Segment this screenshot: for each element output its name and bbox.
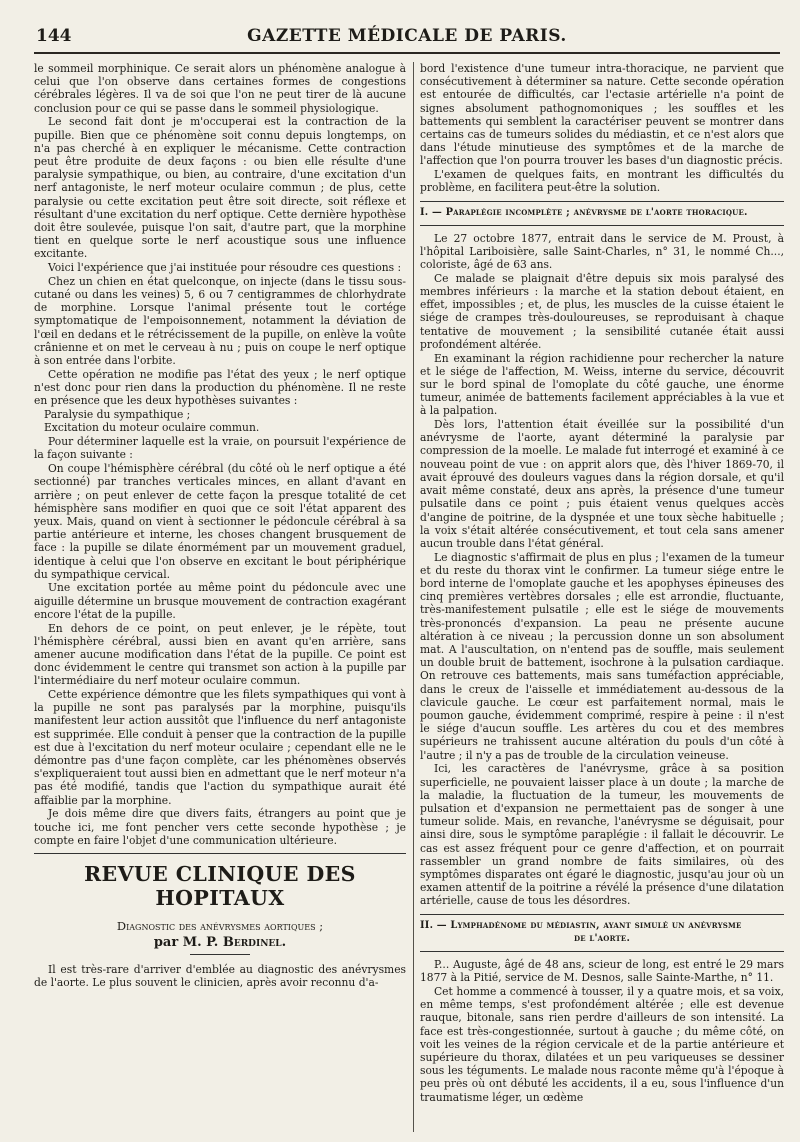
column-rule [413,62,414,1132]
paragraph: le sommeil morphinique. Ce serait alors un phénomène analogue à celui que l'on observe dans certaines formes de congestions cérébrales légères. Il va de soi que l'on ne peut tirer de là aucune conclusion pour ce qui se passe dans le sommeil physiologique. [34,62,406,115]
section-title: REVUE CLINIQUE DES HOPITAUX [84,861,356,910]
case-heading: I. — Paraplégie incomplète ; anévrysme de l'aorte thoracique. [420,201,784,226]
paragraph: Une excitation portée au même point du pédoncule avec une aiguille détermine un brusque mouvement de contraction exagérant encore l'état de la pupille. [34,581,406,621]
byline-prefix: par M. P. [153,934,219,950]
paragraph: En examinant la région rachidienne pour rechercher la nature et le siége de l'affection, M. Weiss, interne du service, découvrit sur le bord spinal de l'omoplate du côté gauche, une énorme tumeur, animée de battements facilement appréciables à la vue et à la palpation. [420,351,784,418]
paragraph: Le diagnostic s'affirmait de plus en plus ; l'examen de la tumeur et du reste du thorax vint le confirmer. La tumeur siége entre le bord interne de l'omoplate gauche et les apophyses épineuses des cinq premières vertèbres dorsales ; elle est arrondie, fluctuante, très-manifestement pulsatile ; elle est le siége de mouvements très-prononcés d'expansion. La peau ne présente aucune altération à ce niveau ; la percussion donne un son absolument mat. A l'auscultation, on n'entend pas de souffle, mais seulement un double bruit de battement, isochrone à la pulsation cardiaque. On retrouve ces battements, mais sans tuméfaction appréciable, dans le creux de l'aisselle et immédiatement au-dessous de la clavicule gauche. Le cœur est parfaitement normal, mais le poumon gauche, évidemment comprimé, respire à peine : il n'est le siége d'aucun souffle. Les artères du cou et des membres supérieurs ne trahissent aucune altération du pouls d'un côté à l'autre ; il n'y a pas de trouble de la circulation veineuse. [420,550,784,762]
paragraph: Voici l'expérience que j'ai instituée pour résoudre ces questions : [48,261,402,275]
paragraph: bord l'existence d'une tumeur intra-thoracique, ne parvient que consécutivement à déterminer sa nature. Cette seconde opération est entourée de difficultés, car l'ectasie artérielle n'a point de signes absolument pathognomoniques ; les souffles et les battements qui semblent la caractériser peuvent se montrer dans certains cas de tumeurs solides du médiastin, et ce n'est alors que dans l'étude minutieuse des symptômes et de la marche de l'affection que l'on pourra trouver les bases d'un diagnostic précis. [420,62,784,168]
paragraph: Ce malade se plaignait d'être depuis six mois paralysé des membres inférieurs : la marche et la station debout étaient, en effet, impossibles ; et, de plus, les muscles de la cuisse étaient le siége de crampes très-douloureuses, se reproduisant à chaque tentative de mouvement ; la sensibilité cutanée était aussi profondément altérée. [420,271,784,351]
journal-title: GAZETTE MÉDICALE DE PARIS. [247,26,567,46]
paragraph: Pour déterminer laquelle est la vraie, on poursuit l'expérience de la façon suivante : [34,435,406,462]
paragraph: Le second fait dont je m'occuperai est la contraction de la pupille. Bien que ce phénomène soit connu depuis longtemps, on n'a pas cherché à en expliquer le mécanisme. Cette contraction peut être produite de deux façons : ou bien elle résulte d'une paralysie sympathique, ou bien, au contraire, d'une excitation d'un nerf antagoniste, le nerf moteur oculaire commun ; de plus, cette paralysie ou cette excitation peut être soit directe, soit réflexe et résultant d'une excitation du nerf optique. Cette dernière hypothèse doit être soulevée, puisque l'on sait, d'autre part, que la morphine tient en quelque sorte le nerf acoustique sous une influence excitante. [34,115,406,261]
paragraph: Cette opération ne modifie pas l'état des yeux ; le nerf optique n'est donc pour rien dans la production du phénomène. Il ne reste en présence que les deux hypothèses suivantes : [34,367,406,408]
case-heading [420,914,784,952]
paragraph: Le 27 octobre 1877, entrait dans le service de M. Proust, à l'hôpital Lariboisière, salle Saint-Charles, n° 31, le nommé Ch..., coloriste, âgé de 63 ans. [420,231,784,272]
paragraph: P... Auguste, âgé de 48 ans, scieur de long, est entré le 29 mars 1877 à la Pitié, service de M. Desnos, salle Sainte-Marthe, n° 11. [420,958,784,985]
case-heading-line: de l'aorte. [573,932,631,944]
paragraph: Cet homme a commencé à tousser, il y a quatre mois, et sa voix, en même temps, s'est profondément altérée ; elle est devenue rauque, bitonale, sans rien perdre d'ailleurs de son intensité. La face est très-congestionnée, surtout à gauche ; du même côté, on voit les veines de la région cervicale et de la partie antérieure et supérieure du thorax, dilatées et un peu variqueuses se dessiner sous les téguments. Le malade nous raconte même qu'à l'époque à peu près où ont débuté les accidents, il a eu, sous l'influence d'un traumatisme léger, un œdème [420,984,784,1104]
hypothesis-item: Paralysie du sympathique ; [44,407,191,421]
right-column [420,62,784,1134]
section-divider [34,853,406,854]
author-name: Berdinel. [222,934,287,950]
paragraph: Je dois même dire que divers faits, étrangers au point que je touche ici, me font pencher vers cette seconde hypothèse ; je compte en faire l'objet d'une communication ultérieure. [34,807,406,847]
paragraph: Ici, les caractères de l'anévrysme, grâce à sa position superficielle, ne pouvaient laisser place à un doute ; la marche de la maladie, la fluctuation de la tumeur, les mouvements de pulsation et d'expansion ne permettaient pas de songer à une tumeur solide. Mais, en revanche, l'anévrysme se déguisait, pour ainsi dire, sous le symptôme paraplégie : il fallait le découvrir. Le cas est assez fréquent pour ce genre d'affection, et on pourrait rassembler un grand nombre de faits similaires, où des symptômes disparates ont égaré le diagnostic, jusqu'au jour où un examen attentif de la poitrine a révélé la présence d'une dilatation artérielle, cause de tous les désordres. [420,762,784,908]
author-byline [34,934,406,951]
paragraph: Il est très-rare d'arriver d'emblée au diagnostic des anévrysmes de l'aorte. Le plus souvent le clinicien, après avoir reconnu d'a- [34,962,406,990]
paragraph: En dehors de ce point, on peut enlever, je le répète, tout l'hémisphère cérébral, aussi bien en avant qu'en arrière, sans amener aucune modification dans l'état de la pupille. Ce point est donc évidemment le centre qui transmet son action à la pupille par l'intermédiaire du nerf moteur oculaire commun. [34,621,406,688]
short-rule [190,954,250,955]
paragraph: Chez un chien en état quelconque, on injecte (dans le tissu sous-cutané ou dans les veines) 5, 6 ou 7 centigrammes de chlorhydrate de morphine. Lorsque l'animal présente tout le cortége symptomatique de l'empoisonnement, notamment la déviation de l'œil en dedans et le rétrécissement de la pupille, on enlève la voûte crânienne et on met le cerveau à nu ; puis on coupe le nerf optique à son entrée dans l'orbite. [34,274,406,367]
page-header [34,20,780,54]
paragraph: L'examen de quelques faits, en montrant les difficultés du problème, en facilitera peut-être la solution. [420,168,784,195]
hypothesis-item: Excitation du moteur oculaire commun. [44,421,260,435]
paragraph: Dès lors, l'attention était éveillée sur la possibilité d'un anévrysme de l'aorte, ayant déterminé la paralysie par compression de la moelle. Le malade fut interrogé et examiné à ce nouveau point de vue : on apprit alors que, dès l'hiver 1869-70, il avait éprouvé des douleurs vagues dans la région dorsale, et qu'il avait même constaté, deux ans après, la présence d'une tumeur pulsatile dans ce point ; puis étaient venus quelques accès d'angine de poitrine, de la dyspnée et une toux sèche habituelle ; la voix s'était altérée consécutivement, et tout cela sans amener aucun trouble dans l'état général. [420,418,784,550]
paragraph: On coupe l'hémisphère cérébral (du côté où le nerf optique a été sectionné) par tranches verticales minces, en allant d'avant en arrière ; on peut enlever de cette façon la presque totalité de cet hémisphère sans modifier en quoi que ce soit l'état apparent des yeux. Mais, quand on vient à sectionner le pédoncule cérébral à sa partie antérieure et interne, les choses changent brusquement de face : la pupille se dilate énormément par un mouvement graduel, identique à celui que l'on observe en excitant le bout périphérique du sympathique cervical. [34,462,406,581]
article-title: Diagnostic des anévrysmes aortiques ; [116,918,324,933]
page-number: 144 [36,26,72,46]
paragraph: Cette expérience démontre que les filets sympathiques qui vont à la pupille ne sont pas paralysés par la morphine, puisqu'ils manifestent leur action aussitôt que l'influence du nerf antagoniste est supprimée. Elle conduit à penser que la contraction de la pupille est due à l'excitation du nerf moteur oculaire ; cependant elle ne le démontre pas d'une façon complète, car les phénomènes observés s'expliqueraient tout aussi bien en admettant que le nerf moteur n'a pas été modifié, tandis que l'action du sympathique aurait été affaiblie par la morphine. [34,688,406,807]
case-heading-line: II. — Lymphadénome du médiastin, ayant simulé un anévrysme [420,919,742,931]
left-column [34,62,406,1134]
